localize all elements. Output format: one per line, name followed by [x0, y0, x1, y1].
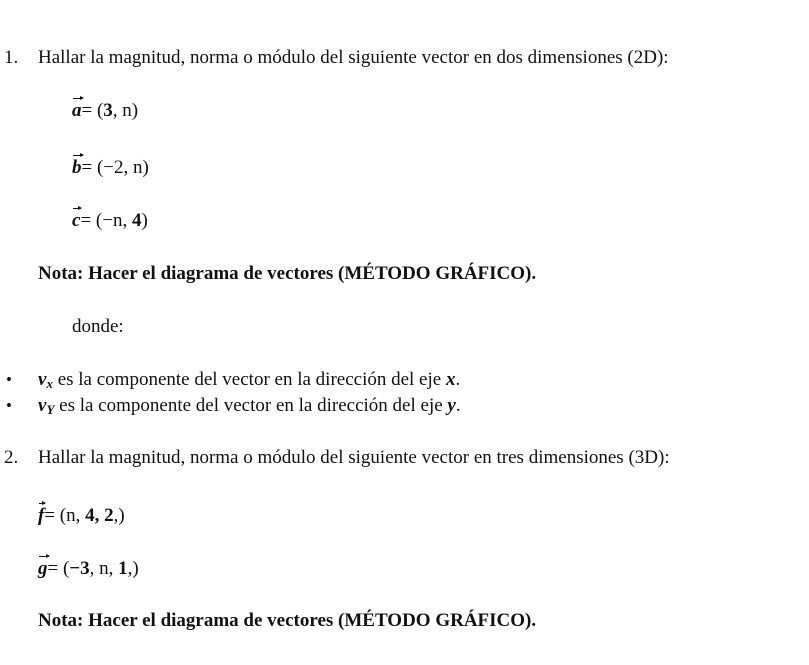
problem-1-statement: Hallar la magnitud, norma o módulo del siguiente vector en dos dimensiones (2D): — [38, 47, 669, 68]
axis-y: y — [447, 395, 456, 416]
vector-f-component-1: n — [66, 505, 76, 526]
vector-c-equation: c= (−n, 4) — [72, 210, 148, 231]
vector-g-equation: g= (−3, n, 1,) — [38, 558, 139, 579]
axis-x: x — [445, 369, 456, 390]
vector-g-component-3: 1 — [118, 558, 128, 579]
vector-f-symbol: f — [38, 505, 45, 526]
bullet-vy: $v_Y$ es la componente del vector en la dirección del eje y. — [38, 395, 461, 417]
vector-b-component-1: −2 — [103, 157, 124, 178]
vector-b-component-2: n — [133, 157, 143, 178]
vector-f-equation: f= (n, 4, 2,) — [38, 505, 125, 526]
problem-2-note: Nota: Hacer el diagrama de vectores (MÉTODO GRÁFICO). — [38, 610, 537, 631]
vx-var: v — [38, 369, 47, 390]
vx-sub: x — [46, 376, 53, 391]
problem-1-number: 1. — [4, 47, 19, 68]
vector-f-component-3: 2 — [104, 505, 114, 526]
vector-c-component-1: −n — [102, 210, 123, 231]
vector-b-equation: b= (−2, n) — [72, 157, 149, 178]
vector-g-symbol: g — [38, 558, 48, 579]
where-label: donde: — [72, 316, 124, 337]
vy-var: v — [38, 395, 47, 416]
vector-a-component-1: 3 — [103, 100, 113, 121]
problem-1-note: Nota: Hacer el diagrama de vectores (MÉTODO GRÁFICO). — [38, 263, 537, 284]
bullet-marker-1: • — [6, 370, 12, 389]
problem-2-statement: Hallar la magnitud, norma o módulo del siguiente vector en tres dimensiones (3D): — [38, 447, 670, 468]
problem-2-number: 2. — [4, 447, 19, 468]
vy-sub: Y — [46, 402, 55, 417]
bullet-marker-2: • — [6, 396, 12, 415]
vector-a-component-2: n — [122, 100, 132, 121]
vector-g-component-1: −3 — [69, 558, 90, 579]
bullet-vx: $v_x$ es la componente del vector en la dirección del eje x. — [38, 369, 461, 391]
vector-a-symbol: a — [72, 100, 82, 121]
vector-g-component-2: n — [99, 558, 109, 579]
vector-b-symbol: b — [72, 157, 82, 178]
vector-f-component-2: 4 — [85, 505, 95, 526]
vector-c-symbol: c — [72, 210, 81, 231]
vector-c-component-2: 4 — [131, 210, 142, 231]
vector-a-equation: a= (3, n) — [72, 100, 139, 121]
